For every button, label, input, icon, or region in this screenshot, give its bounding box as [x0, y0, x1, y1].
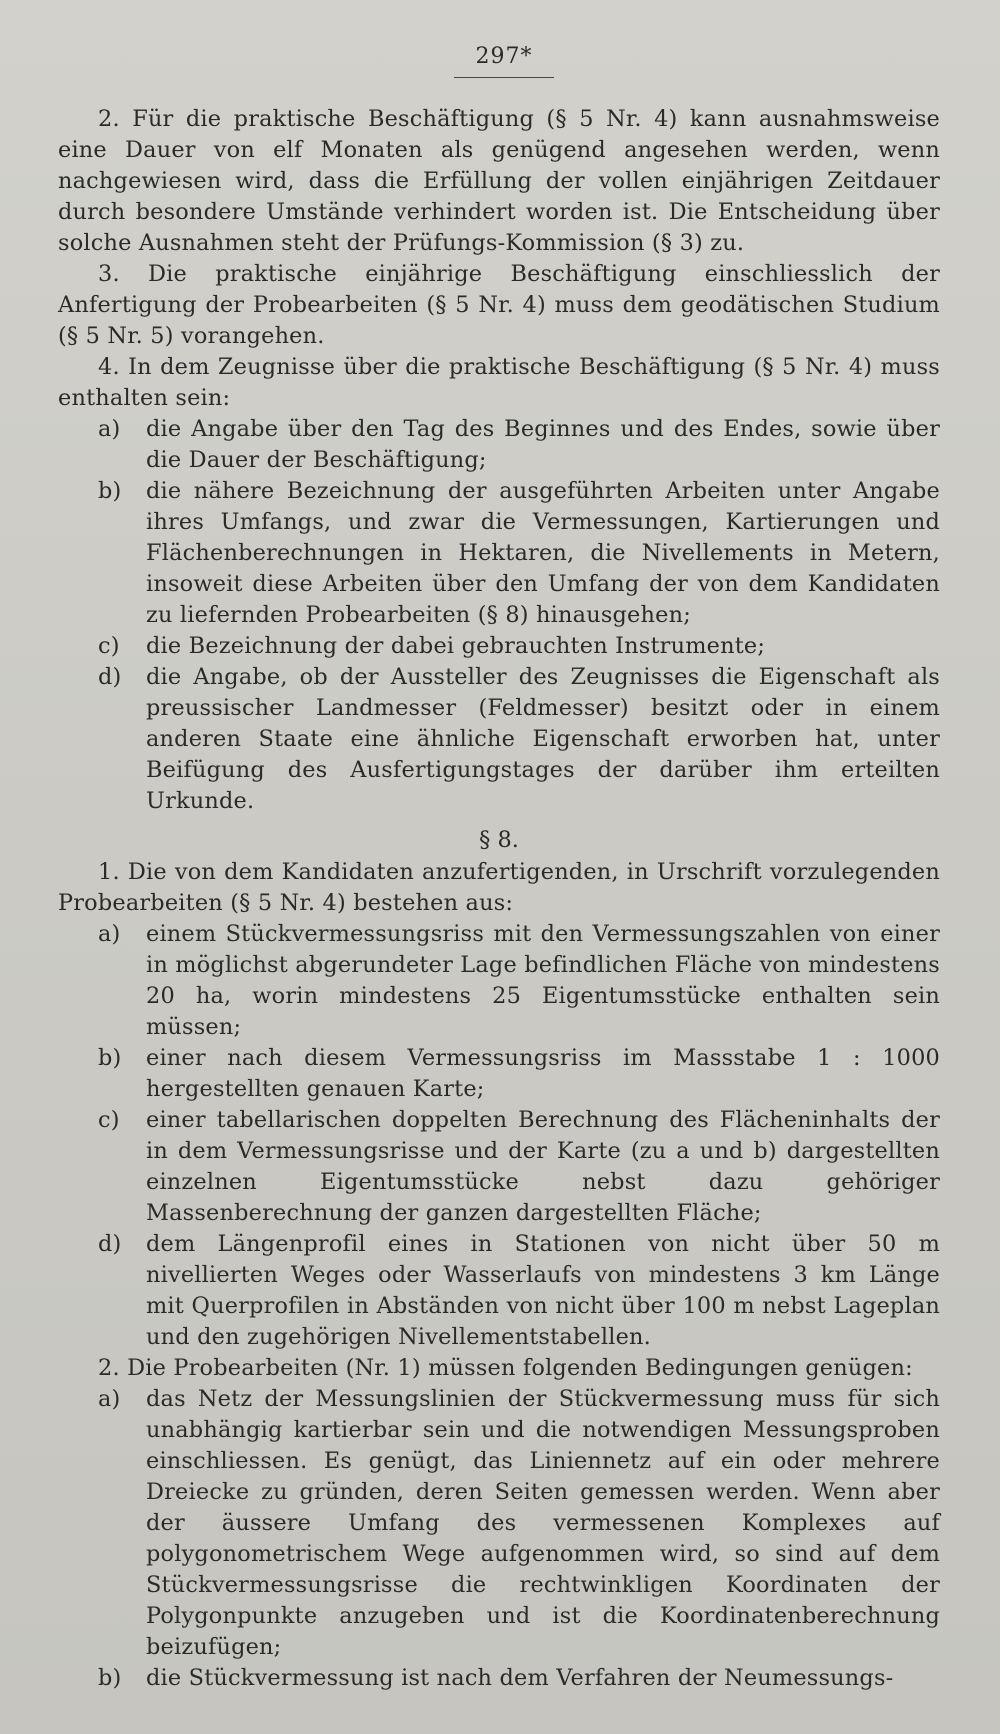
- list-item: [58, 476, 940, 631]
- list-item-text: das Netz der Messungslinien der Stückvermessung muss für sich unabhängig kartierbar sein und die notwendigen Messungsproben einschliessen. Es genügt, das Liniennetz auf ein oder mehrere Dreiecke zu gründen, deren Seiten gemessen werden. Wenn aber der äussere Umfang des vermessenen Komplexes auf polygonometrischem Wege aufgenommen wird, so sind auf dem Stückvermessungsrisse die rechtwinkligen Koordinaten der Polygonpunkte anzugeben und ist die Koordinatenberechnung beizufügen;: [146, 1386, 940, 1660]
- list-item: [58, 1105, 940, 1229]
- list-item: [58, 631, 940, 662]
- paragraph-8-1-intro: 1. Die von dem Kandidaten anzufertigenden, in Urschrift vorzulegenden Probearbeiten (§ 5 Nr. 4) bestehen aus:: [58, 859, 940, 916]
- list-item: [58, 1384, 940, 1663]
- list-item-label: b): [98, 478, 122, 504]
- list-item-text: die Angabe, ob der Aussteller des Zeugnisses die Eigenschaft als preussischer Landmesser (Feldmesser) besitzt oder in einem anderen Staate eine ähnliche Eigenschaft erworben hat, unter Beifügung des Ausfertigungstages der darüber ihm erteilten Urkunde.: [146, 664, 940, 814]
- paragraph-7-4-intro: 4. In dem Zeugnisse über die praktische Beschäftigung (§ 5 Nr. 4) muss enthalten sein:: [58, 354, 940, 411]
- list-item: [58, 919, 940, 1043]
- list-item-text: die Bezeichnung der dabei gebrauchten Instrumente;: [146, 633, 766, 659]
- list-item-label: b): [98, 1665, 122, 1691]
- list-item-text: einer nach diesem Vermessungsriss im Massstabe 1 : 1000 hergestellten genauen Karte;: [146, 1045, 940, 1102]
- list-item-label: a): [98, 1386, 121, 1412]
- page-number-rule: [454, 77, 554, 78]
- list-item-label: d): [98, 1231, 122, 1257]
- list-item: [58, 414, 940, 476]
- list-item: [58, 1043, 940, 1105]
- list-item-label: c): [98, 1107, 120, 1133]
- list-item-text: die Stückvermessung ist nach dem Verfahren der Neumessungs-: [146, 1665, 894, 1691]
- page-number: 297*: [475, 44, 533, 69]
- list-item-label: c): [98, 633, 120, 659]
- paragraph-7-2: 2. Für die praktische Beschäftigung (§ 5 Nr. 4) kann ausnahmsweise eine Dauer von elf Monaten als genügend angesehen werden, wenn nachgewiesen wird, dass die Erfüllung der vollen einjährigen Zeitdauer durch besondere Umstände verhindert worden ist. Die Entscheidung über solche Ausnahmen steht der Prüfungs-Kommission (§ 3) zu.: [58, 106, 940, 256]
- paragraph-7-3: 3. Die praktische einjährige Beschäftigung einschliesslich der Anfertigung der Probearbeiten (§ 5 Nr. 4) muss dem geodätischen Studium (§ 5 Nr. 5) vorangehen.: [58, 261, 940, 349]
- section-heading: § 8.: [479, 827, 519, 853]
- list-item-label: a): [98, 921, 121, 947]
- list-item-text: die nähere Bezeichnung der ausgeführten Arbeiten unter Angabe ihres Umfangs, und zwar die Vermessungen, Kartierungen und Flächenberechnungen in Hektaren, die Nivellements in Metern, insoweit diese Arbeiten über den Umfang der von dem Kandidaten zu liefernden Probearbeiten (§ 8) hinausgehen;: [146, 478, 940, 628]
- list-item: [58, 1663, 940, 1694]
- list-item-text: die Angabe über den Tag des Beginnes und des Endes, sowie über die Dauer der Beschäftigung;: [146, 416, 940, 473]
- list-item-label: b): [98, 1045, 122, 1071]
- list-item-label: a): [98, 416, 121, 442]
- list-item-label: d): [98, 664, 122, 690]
- list-item: [58, 1229, 940, 1353]
- paragraph-8-2-intro: 2. Die Probearbeiten (Nr. 1) müssen folgenden Bedingungen genügen:: [98, 1355, 913, 1381]
- list-item-text: einem Stückvermessungsriss mit den Vermessungszahlen von einer in möglichst abgerundeter Lage befindlichen Fläche von mindestens 20 ha, worin mindestens 25 Eigentumsstücke enthalten sein müssen;: [146, 921, 940, 1040]
- list-item-text: einer tabellarischen doppelten Berechnung des Flächeninhalts der in dem Vermessungsrisse und der Karte (zu a und b) dargestellten einzelnen Eigentumsstücke nebst dazu gehöriger Massenberechnung der ganzen dargestellten Fläche;: [146, 1107, 940, 1226]
- list-item: [58, 662, 940, 817]
- list-item-text: dem Längenprofil eines in Stationen von nicht über 50 m nivellierten Weges oder Wasserlaufs von mindestens 3 km Länge mit Querprofilen in Abständen von nicht über 100 m nebst Lageplan und den zugehörigen Nivellementstabellen.: [146, 1231, 940, 1350]
